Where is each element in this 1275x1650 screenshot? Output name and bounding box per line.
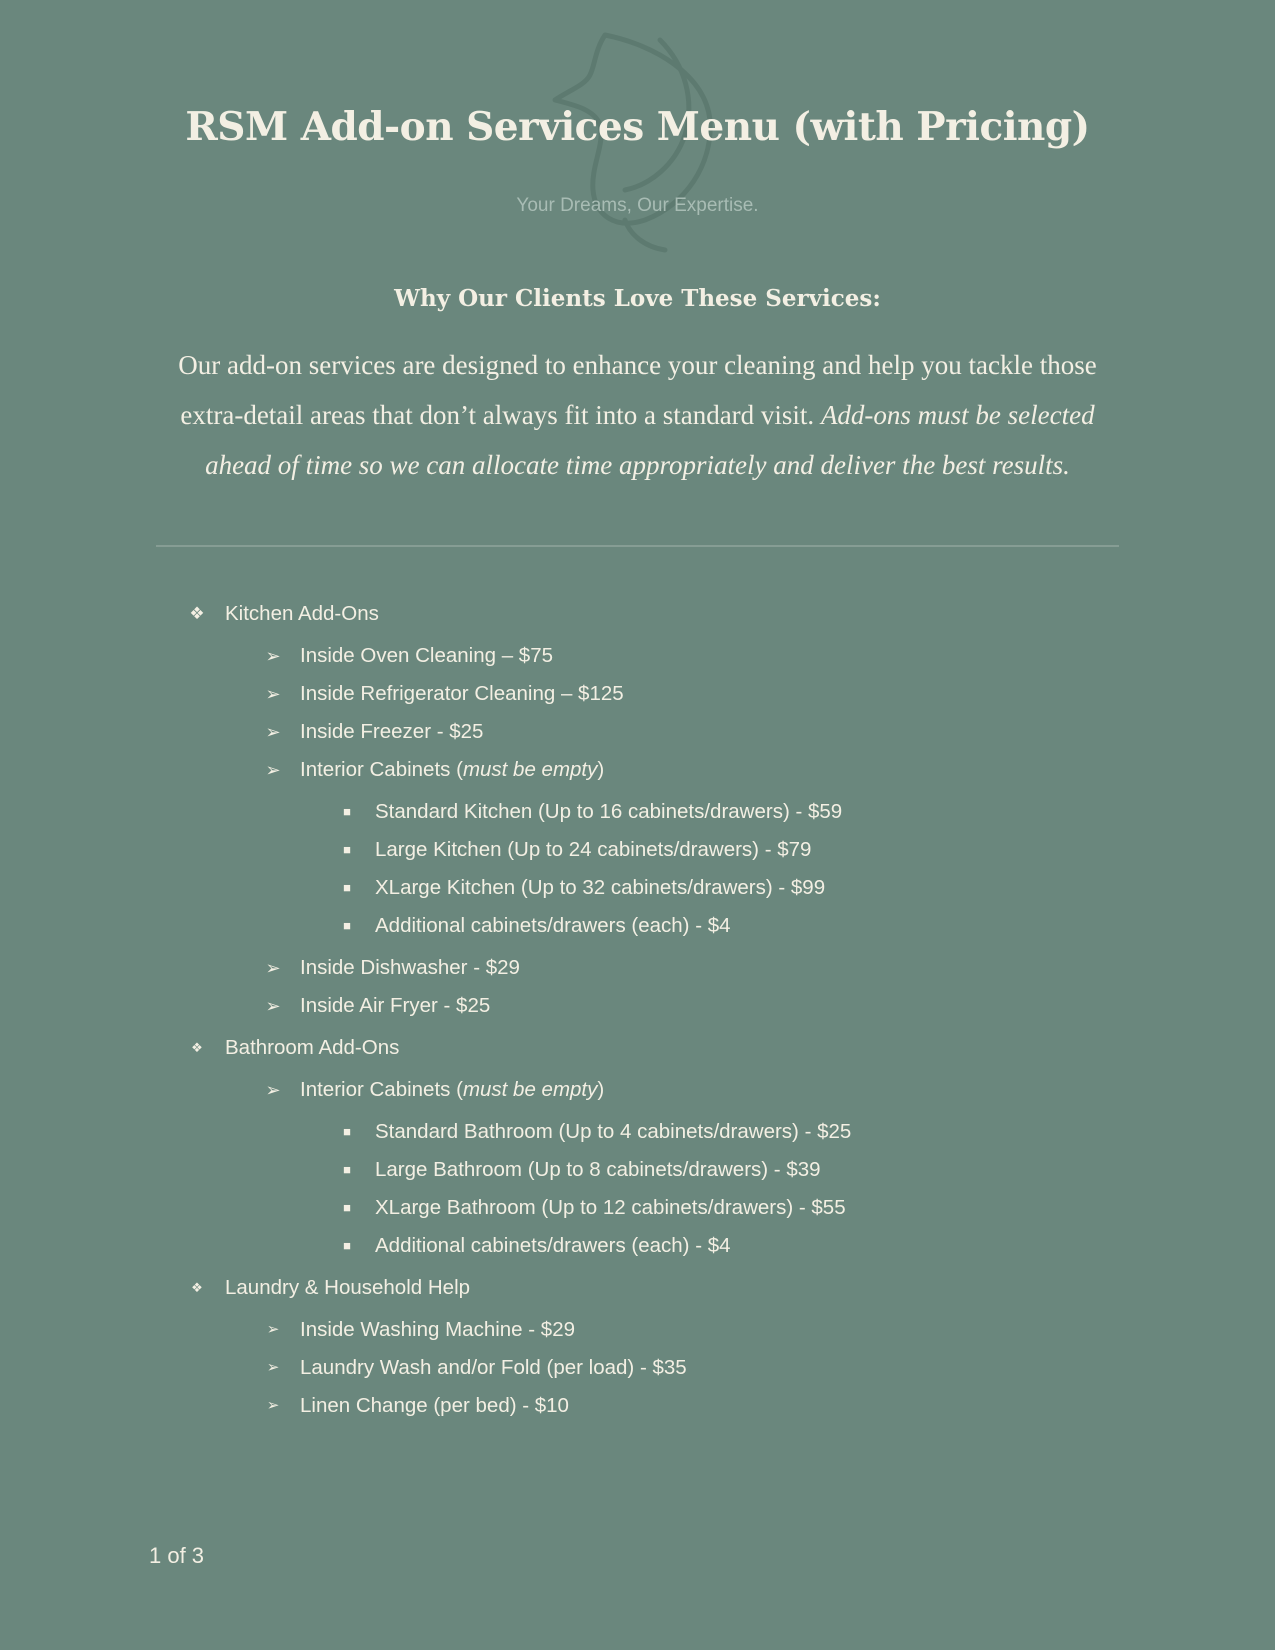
square-bullet-icon: ■ [343, 1162, 351, 1177]
diamond-bullet-icon: ❖ [189, 604, 205, 623]
option-label: Large Bathroom (Up to 8 cabinets/drawers) - $39 [375, 1158, 821, 1181]
service-label: Inside Air Fryer - $25 [300, 994, 491, 1017]
service-label: Inside Washing Machine - $29 [300, 1318, 575, 1341]
cabinets-label: Interior Cabinets ( [300, 1078, 463, 1101]
service-label: Inside Freezer - $25 [300, 720, 484, 743]
option-label: Large Kitchen (Up to 24 cabinets/drawers) - $79 [375, 838, 812, 861]
category-label: Kitchen Add-Ons [225, 602, 379, 625]
square-bullet-icon: ■ [343, 880, 351, 895]
list-item-bathroom [0, 1029, 1275, 1067]
diamond-bullet-icon: ❖ [191, 1040, 203, 1055]
list-item [0, 713, 1275, 751]
list-item [0, 637, 1275, 675]
service-label [300, 751, 604, 789]
list-item-kitchen [0, 595, 1275, 633]
option-label: XLarge Kitchen (Up to 32 cabinets/drawers) - $99 [375, 876, 826, 899]
arrow-bullet-icon: ➢ [265, 1080, 281, 1100]
list-item [0, 793, 1275, 831]
list-item [0, 1113, 1275, 1151]
list-item [0, 1311, 1275, 1349]
arrow-bullet-icon: ➢ [265, 722, 281, 742]
intro-body: Our add-on services are designed to enhance your cleaning and help you tackle those extra-detail areas that don’t always fit into a standard visit. [178, 350, 1097, 430]
service-label: Linen Change (per bed) - $10 [300, 1394, 569, 1417]
tagline: Your Dreams, Our Expertise. [516, 195, 759, 216]
page-number: 1 of 3 [149, 1543, 205, 1568]
arrow-bullet-icon: ➢ [265, 646, 281, 666]
square-bullet-icon: ■ [343, 1200, 351, 1215]
option-label: Additional cabinets/drawers (each) - $4 [375, 1234, 731, 1257]
list-item [0, 869, 1275, 907]
list-item [0, 1349, 1275, 1387]
square-bullet-icon: ■ [343, 1124, 351, 1139]
arrow-bullet-icon: ➢ [266, 1359, 280, 1376]
services-menu [0, 595, 1275, 1425]
service-label: Laundry Wash and/or Fold (per load) - $35 [300, 1356, 687, 1379]
list-item [0, 675, 1275, 713]
service-label [300, 1071, 604, 1109]
service-label: Inside Dishwasher - $29 [300, 956, 520, 979]
cabinets-note: must be empty [462, 758, 598, 781]
list-item [0, 907, 1275, 945]
square-bullet-icon: ■ [343, 804, 351, 819]
list-item [0, 831, 1275, 869]
service-label: Inside Oven Cleaning – $75 [300, 644, 554, 667]
square-bullet-icon: ■ [343, 1238, 351, 1253]
list-item [0, 1071, 1275, 1109]
arrow-bullet-icon: ➢ [266, 1397, 280, 1414]
intro-emphasis: Add-ons must be selected ahead of time so we can allocate time appropriately and deliver the best results. [205, 400, 1095, 480]
category-label: Laundry & Household Help [225, 1276, 471, 1299]
list-item [0, 1227, 1275, 1265]
category-label: Bathroom Add-Ons [225, 1036, 400, 1059]
option-label: Standard Bathroom (Up to 4 cabinets/drawers) - $25 [375, 1120, 852, 1143]
cabinets-close: ) [597, 758, 605, 781]
diamond-bullet-icon: ❖ [191, 1280, 203, 1295]
arrow-bullet-icon: ➢ [266, 1321, 280, 1338]
intro-paragraph [150, 340, 1125, 490]
arrow-bullet-icon: ➢ [265, 684, 281, 704]
arrow-bullet-icon: ➢ [265, 958, 281, 978]
square-bullet-icon: ■ [343, 918, 351, 933]
section-heading: Why Our Clients Love These Services: [394, 285, 881, 312]
list-item [0, 751, 1275, 789]
option-label: Standard Kitchen (Up to 16 cabinets/drawers) - $59 [375, 800, 843, 823]
arrow-bullet-icon: ➢ [265, 760, 281, 780]
divider [156, 545, 1119, 547]
list-item [0, 1151, 1275, 1189]
list-item [0, 1189, 1275, 1227]
page-title: RSM Add-on Services Menu (with Pricing) [185, 104, 1090, 150]
square-bullet-icon: ■ [343, 842, 351, 857]
list-item-laundry [0, 1269, 1275, 1307]
list-item [0, 949, 1275, 987]
service-label: Inside Refrigerator Cleaning – $125 [300, 682, 624, 705]
cabinets-label: Interior Cabinets ( [300, 758, 463, 781]
list-item [0, 1387, 1275, 1425]
arrow-bullet-icon: ➢ [265, 996, 281, 1016]
cabinets-close: ) [597, 1078, 605, 1101]
cabinets-note: must be empty [462, 1078, 598, 1101]
option-label: XLarge Bathroom (Up to 12 cabinets/drawers) - $55 [375, 1196, 846, 1219]
option-label: Additional cabinets/drawers (each) - $4 [375, 914, 731, 937]
list-item [0, 987, 1275, 1025]
